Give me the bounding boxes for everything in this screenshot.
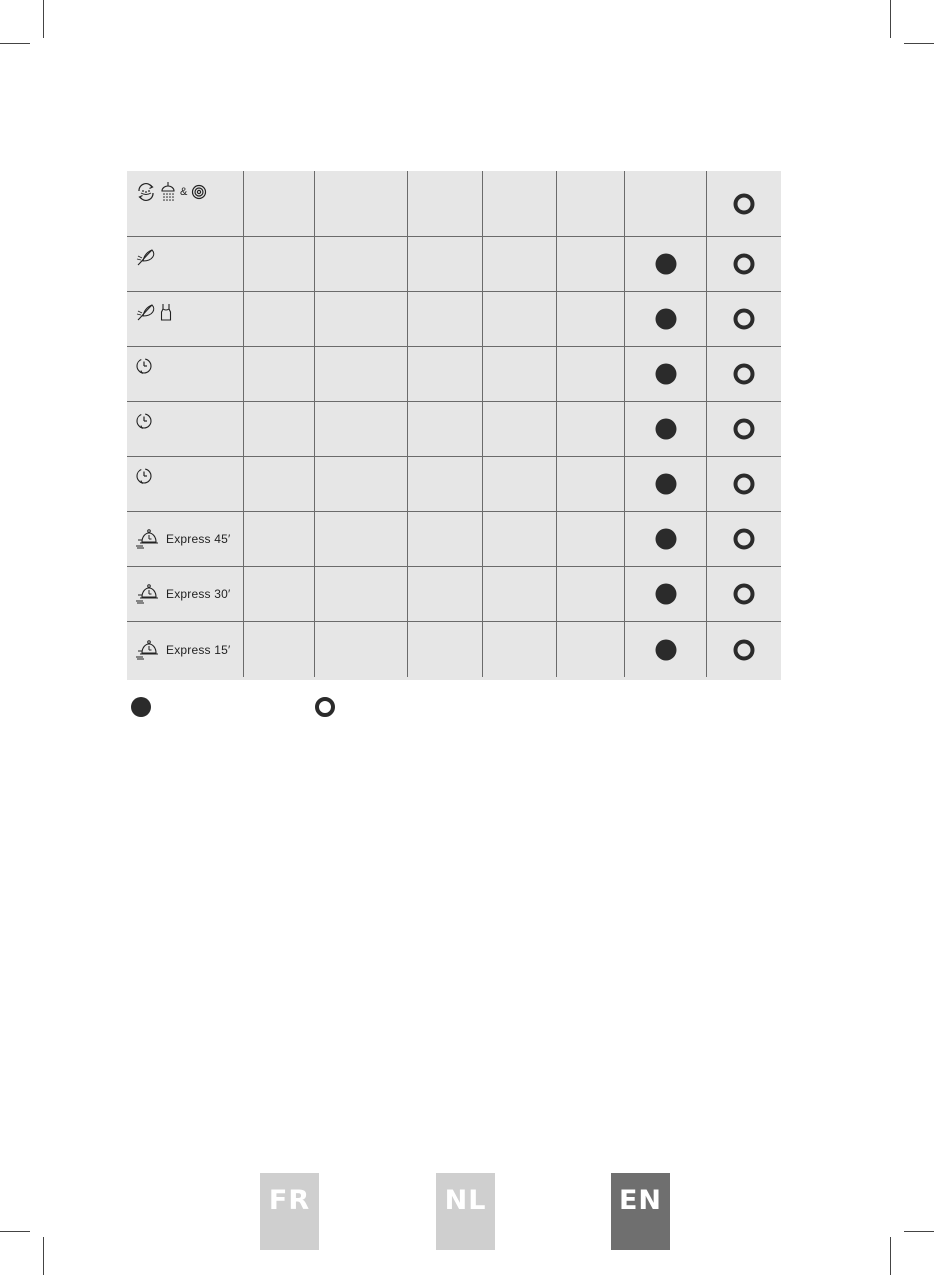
table-cell	[707, 567, 781, 622]
legend	[131, 697, 531, 721]
filled-circle-icon	[655, 639, 676, 660]
ring-circle-icon	[734, 474, 755, 495]
table-cell	[625, 622, 707, 677]
table-cell	[315, 402, 408, 457]
table-cell	[244, 171, 315, 237]
timer-icon	[135, 467, 153, 485]
table-cell	[408, 347, 483, 402]
table-cell	[244, 237, 315, 292]
table-cell	[557, 347, 625, 402]
table-cell	[315, 347, 408, 402]
table-cell	[483, 622, 557, 677]
program-icons	[135, 302, 172, 322]
table-cell	[625, 512, 707, 567]
spin-icon	[191, 184, 207, 200]
table-cell	[707, 237, 781, 292]
crop-mark	[890, 0, 891, 38]
table-cell	[707, 347, 781, 402]
timer-icon	[135, 412, 153, 430]
table-cell	[244, 512, 315, 567]
table-cell	[315, 171, 408, 237]
program-label: Express 15′	[166, 642, 231, 657]
table-cell	[707, 402, 781, 457]
crop-mark	[890, 1237, 891, 1275]
ring-circle-icon	[315, 697, 335, 717]
program-icons	[135, 467, 153, 485]
table-cell	[408, 567, 483, 622]
crop-mark	[904, 43, 934, 44]
table-cell	[244, 292, 315, 347]
program-cell	[127, 347, 244, 402]
ring-circle-icon	[734, 419, 755, 440]
ring-circle-icon	[734, 584, 755, 605]
table-cell	[483, 457, 557, 512]
legend-filled	[131, 697, 151, 717]
ring-circle-icon	[734, 254, 755, 275]
ring-circle-icon	[734, 364, 755, 385]
filled-circle-icon	[655, 529, 676, 550]
program-icons	[135, 639, 230, 661]
table-cell	[483, 171, 557, 237]
table-cell	[408, 402, 483, 457]
table-cell	[557, 171, 625, 237]
table-cell	[483, 237, 557, 292]
program-table	[127, 171, 781, 680]
program-cell	[127, 237, 244, 292]
filled-circle-icon	[655, 309, 676, 330]
filled-circle-icon	[131, 697, 151, 717]
lang-tab-en[interactable]: EN	[611, 1173, 670, 1250]
table-cell	[557, 622, 625, 677]
program-cell	[127, 622, 244, 677]
table-cell	[707, 457, 781, 512]
table-cell	[625, 567, 707, 622]
table-cell	[244, 567, 315, 622]
program-label: Express 30′	[166, 587, 231, 601]
crop-mark	[0, 43, 30, 44]
program-icons	[135, 247, 157, 267]
timer-icon	[135, 357, 153, 375]
program-icons	[135, 357, 153, 375]
program-cell	[127, 457, 244, 512]
table-cell	[707, 292, 781, 347]
program-cell	[127, 292, 244, 347]
program-icons	[135, 528, 230, 550]
table-cell	[625, 457, 707, 512]
feather-icon	[135, 302, 157, 322]
table-cell	[408, 457, 483, 512]
lang-tab-nl[interactable]: NL	[436, 1173, 495, 1250]
feather-icon	[135, 247, 157, 267]
program-label: Express 45′	[166, 532, 231, 546]
table-cell	[244, 402, 315, 457]
table-cell	[244, 457, 315, 512]
table-cell	[408, 512, 483, 567]
table-cell	[557, 402, 625, 457]
table-cell	[483, 512, 557, 567]
table-cell	[625, 292, 707, 347]
program-cell	[127, 512, 244, 567]
table-cell	[557, 457, 625, 512]
table-cell	[625, 171, 707, 237]
table-cell	[483, 292, 557, 347]
table-cell	[625, 402, 707, 457]
table-cell	[557, 512, 625, 567]
camisole-icon	[160, 303, 172, 321]
table-cell	[625, 347, 707, 402]
shower-icon	[160, 181, 176, 203]
table-cell	[557, 292, 625, 347]
table-cell	[315, 567, 408, 622]
table-cell	[315, 457, 408, 512]
ring-circle-icon	[734, 309, 755, 330]
filled-circle-icon	[655, 364, 676, 385]
filled-circle-icon	[655, 419, 676, 440]
program-icons	[135, 412, 153, 430]
express-bell-icon	[135, 639, 159, 661]
table-cell	[315, 622, 408, 677]
ring-circle-icon	[734, 529, 755, 550]
lang-tab-fr[interactable]: FR	[260, 1173, 319, 1250]
connector-symbol: &	[180, 186, 188, 198]
program-cell	[127, 171, 244, 237]
table-cell	[557, 237, 625, 292]
crop-mark	[904, 1231, 934, 1232]
filled-circle-icon	[655, 474, 676, 495]
table-cell	[483, 402, 557, 457]
table-cell	[315, 237, 408, 292]
table-cell	[625, 237, 707, 292]
filled-circle-icon	[655, 584, 676, 605]
ring-circle-icon	[734, 639, 755, 660]
rinse-icon	[135, 182, 157, 202]
table-cell	[408, 292, 483, 347]
table-cell	[408, 171, 483, 237]
table-cell	[408, 622, 483, 677]
table-cell	[408, 237, 483, 292]
express-bell-icon	[135, 583, 159, 605]
filled-circle-icon	[655, 254, 676, 275]
table-cell	[315, 292, 408, 347]
crop-mark	[43, 1237, 44, 1275]
program-cell	[127, 402, 244, 457]
express-bell-icon	[135, 528, 159, 550]
ring-circle-icon	[734, 194, 755, 215]
crop-mark	[0, 1231, 30, 1232]
table-cell	[557, 567, 625, 622]
program-icons	[135, 181, 207, 203]
legend-ring	[315, 697, 335, 717]
table-cell	[707, 512, 781, 567]
program-icons	[135, 583, 230, 605]
table-cell	[483, 347, 557, 402]
table-cell	[244, 622, 315, 677]
crop-mark	[43, 0, 44, 38]
table-cell	[244, 347, 315, 402]
table-cell	[707, 622, 781, 677]
table-cell	[707, 171, 781, 237]
table-cell	[315, 512, 408, 567]
table-cell	[483, 567, 557, 622]
program-cell	[127, 567, 244, 622]
